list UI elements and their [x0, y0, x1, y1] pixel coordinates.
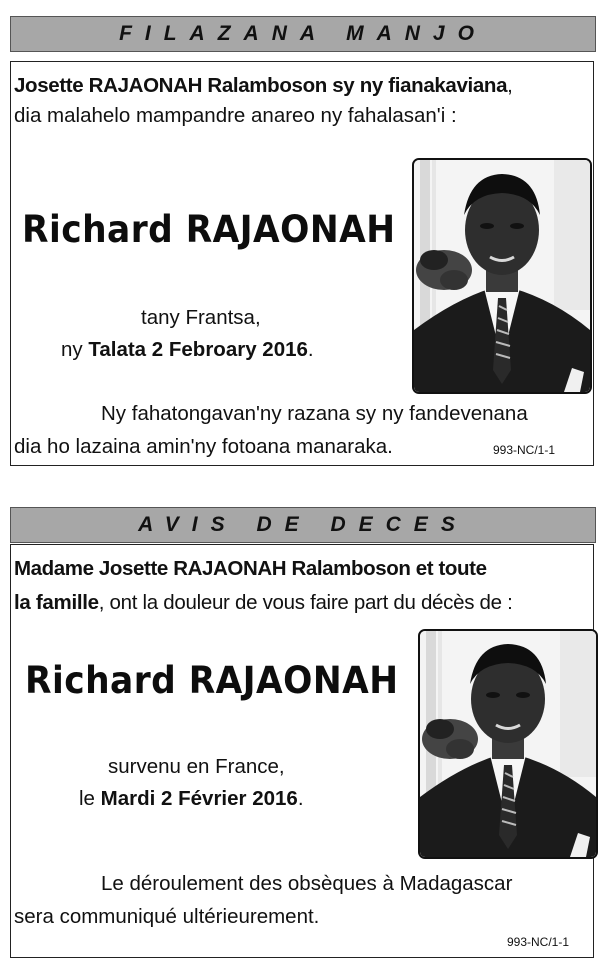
deceased-name: Richard RAJAONAH — [22, 208, 396, 251]
intro-line-2: dia malahelo mampandre anareo ny fahalasan'i : — [14, 104, 457, 127]
deceased-name: Richard RAJAONAH — [25, 659, 399, 702]
body-line-1: Ny fahatongavan'ny razana sy ny fandevenana — [101, 402, 528, 425]
banner-title: AVIS DE DECES — [138, 513, 468, 536]
place-text: tany Frantsa, — [141, 306, 261, 329]
notice-body — [10, 61, 594, 466]
date-bold: Talata 2 Febroary 2016 — [88, 338, 308, 361]
intro-bold: la famille — [14, 591, 99, 614]
body-line-2: dia ho lazaina amin'ny fotoana manaraka. — [14, 435, 393, 458]
intro-line-1: Josette RAJAONAH Ralamboson sy ny fianakaviana, — [14, 74, 513, 97]
notice-body — [10, 544, 594, 958]
portrait-photo — [412, 158, 592, 394]
banner-title: FILAZANA MANJO — [119, 22, 487, 45]
intro-line-1: Madame Josette RAJAONAH Ralamboson et toute — [14, 557, 487, 580]
intro-bold: Josette RAJAONAH Ralamboson sy ny fianakaviana — [14, 74, 508, 97]
intro-line-2: la famille, ont la douleur de vous faire part du décès de : — [14, 591, 513, 614]
notice-banner — [10, 16, 596, 52]
notice-banner — [10, 507, 596, 543]
date-line: ny Talata 2 Febroary 2016. — [61, 338, 314, 361]
portrait-photo — [418, 629, 598, 859]
date-line: le Mardi 2 Février 2016. — [79, 787, 304, 810]
place-text: survenu en France, — [108, 755, 285, 778]
reference-code: 993-NC/1-1 — [493, 443, 556, 457]
date-bold: Mardi 2 Février 2016 — [100, 787, 298, 810]
reference-code: 993-NC/1-1 — [507, 935, 570, 949]
body-line-2: sera communiqué ultérieurement. — [14, 905, 320, 928]
body-line-1: Le déroulement des obsèques à Madagascar — [101, 872, 513, 895]
